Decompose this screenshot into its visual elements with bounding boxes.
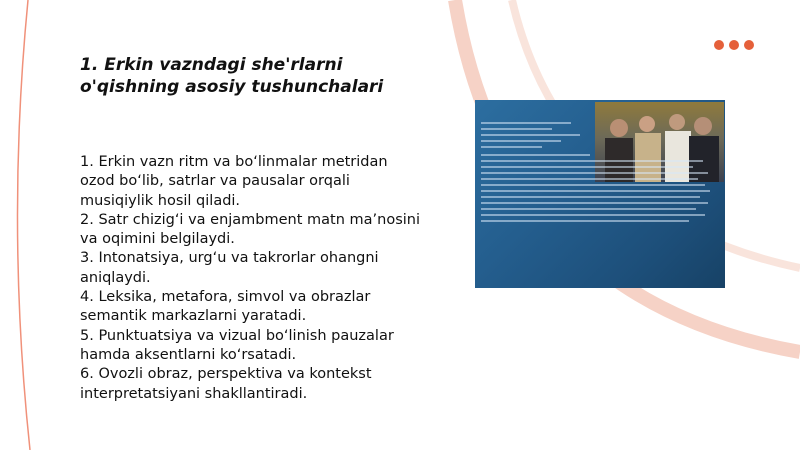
point-1: 1. Erkin vazn ritm va bo‘linmalar metridan ozod bo‘lib, satrlar va pausalar orqali musiqiylik hosil qiladi. bbox=[80, 154, 388, 209]
point-5: 5. Punktuatsiya va vizual bo‘linish pauzalar hamda aksentlarni ko‘rsatadi. bbox=[80, 327, 394, 363]
dot bbox=[714, 40, 724, 50]
document-photo bbox=[475, 100, 725, 288]
dot bbox=[729, 40, 739, 50]
slide-title: 1. Erkin vazndagi she'rlarni o'qishning asosiy tushunchalari bbox=[80, 55, 384, 97]
dot bbox=[744, 40, 754, 50]
point-2: 2. Satr chizig‘i va enjambment matn ma’nosini va oqimini belgilaydi. bbox=[80, 211, 421, 248]
blurred-text-lines bbox=[481, 122, 717, 226]
three-dots-icon bbox=[714, 40, 754, 50]
point-4: 4. Leksika, metafora, simvol va obrazlar semantik markazlarni yaratadi. bbox=[80, 289, 371, 325]
points-list bbox=[80, 153, 420, 404]
left-edge-arc bbox=[17, 0, 30, 450]
point-6: 6. Ovozli obraz, perspektiva va kontekst interpretatsiyani shakllantiradi. bbox=[80, 366, 372, 402]
point-3: 3. Intonatsiya, urg‘u va takrorlar ohangni aniqlaydi. bbox=[80, 250, 379, 286]
